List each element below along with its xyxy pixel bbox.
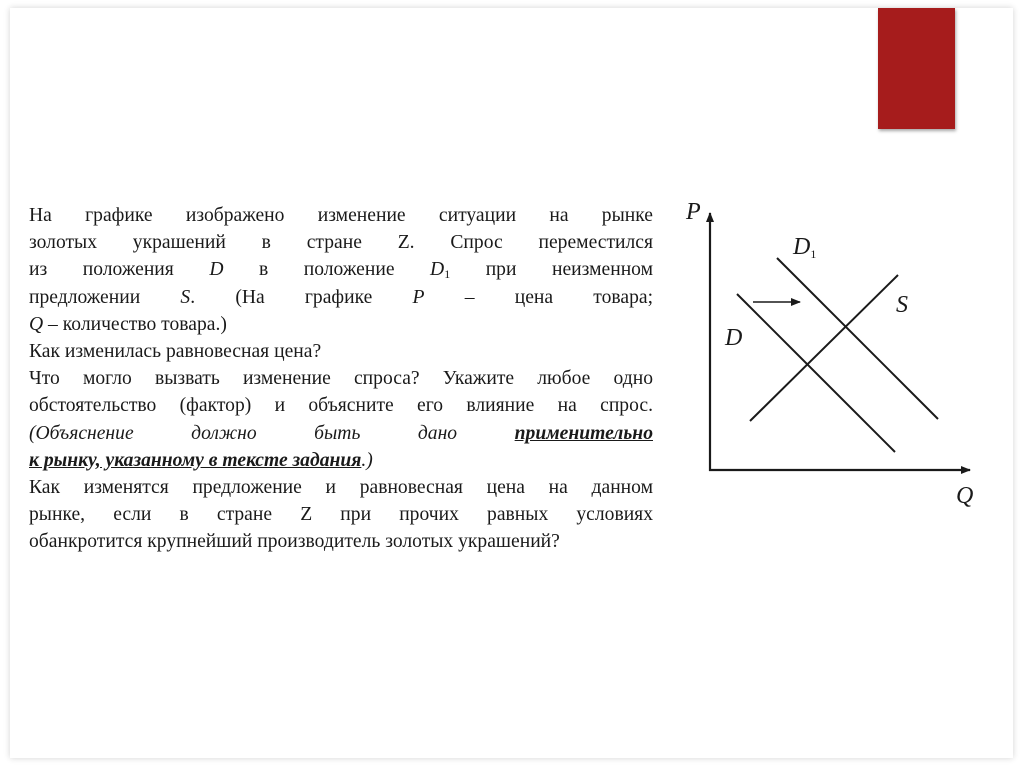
task-text xyxy=(29,202,653,556)
question-2-line: обстоятельство (фактор) и объясните его влияние на спрос. xyxy=(29,395,653,417)
y-axis-label: P xyxy=(686,199,701,225)
graph-svg xyxy=(676,195,996,525)
new-demand-line xyxy=(777,258,938,419)
new-demand-label-main: D xyxy=(793,234,811,260)
paragraph-line: из положения D в положение $D_1$ при неизменном xyxy=(29,259,654,282)
new-demand-label xyxy=(792,234,816,261)
demand-line xyxy=(737,294,895,452)
new-demand-label-sub: 1 xyxy=(810,247,817,261)
supply-demand-graph xyxy=(676,195,996,530)
question-1: Как изменилась равновесная цена? xyxy=(29,341,322,363)
question-2-line: Что могло вызвать изменение спроса? Укажите любое одно xyxy=(29,368,653,390)
question-3-line: обанкротится крупнейший производитель золотых украшений? xyxy=(29,531,560,553)
paragraph-line: предложении S. (На графике P – цена товара; xyxy=(29,286,654,308)
question-3-line: Как изменятся предложение и равновесная цена на данном xyxy=(29,477,653,499)
question-2-note: к рынку, указанному в тексте задания.) xyxy=(29,449,373,471)
paragraph-line: На графике изображено изменение ситуации на рынке xyxy=(29,205,653,226)
question-2-note: (Объяснение должно быть дано применительно xyxy=(29,422,653,444)
paragraph-line: золотых украшений в стране Z. Спрос переместился xyxy=(29,232,653,254)
question-3-line: рынке, если в стране Z при прочих равных условиях xyxy=(29,504,653,526)
paragraph-line: Q – количество товара.) xyxy=(29,313,227,335)
red-accent-block xyxy=(878,8,955,129)
demand-label: D xyxy=(725,325,743,351)
supply-line xyxy=(750,275,898,421)
x-axis-label: Q xyxy=(956,483,974,509)
supply-label: S xyxy=(896,292,908,318)
